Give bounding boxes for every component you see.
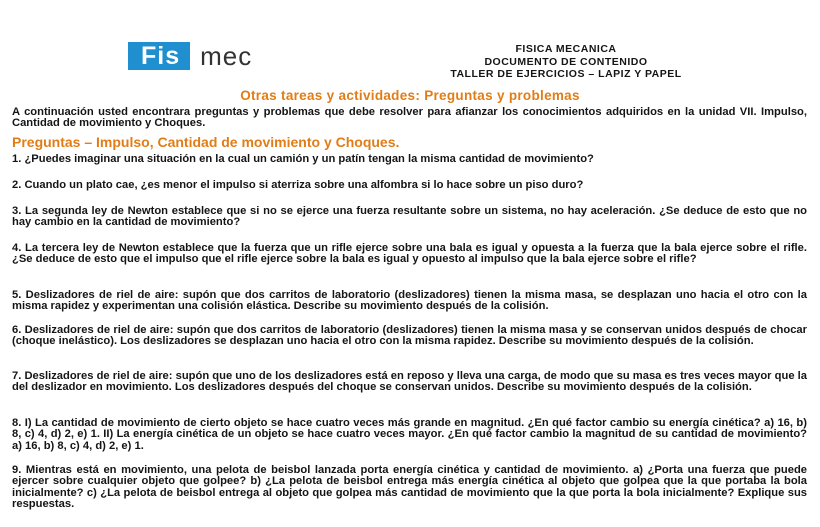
header-line-3: TALLER DE EJERCICIOS – LAPIZ Y PAPEL [450,68,682,80]
section-title: Otras tareas y actividades: Preguntas y problemas [240,88,580,103]
question-5: 5. Deslizadores de riel de aire: supón que dos carritos de laboratorio (deslizadores) tienen la misma masa, se desplazan uno hacia el otro con la misma rapidez y experimentan una colisión elástica. Describe su movimiento después de la colisión. [12,289,807,313]
question-1: 1. ¿Puedes imaginar una situación en la cual un camión y un patín tengan la misma cantidad de movimiento? [12,153,594,165]
question-8: 8. I) La cantidad de movimiento de cierto objeto se hace cuatro veces más grande en magnitud. ¿En qué factor cambio su energía cinética? a) 16, b) 8, c) 4, d) 2, e) 1. II) La energía cinética de un objeto se hace cuatro veces mayor. ¿En qué factor cambio la magnitud de su cantidad de movimiento? a) 16, b) 8, c) 4, d) 2, e) 1. [12,417,807,452]
document-header [380,43,752,81]
header-line-2: DOCUMENTO DE CONTENIDO [484,55,648,68]
question-7: 7. Deslizadores de riel de aire: supón que uno de los deslizadores está en reposo y lleva una carga, de modo que su masa es tres veces mayor que la del deslizador en movimiento. Los deslizadores después del choque se conservan unidos. Describe su movimiento después de la colisión. [12,370,807,394]
fismec-logo [128,42,252,70]
question-3: 3. La segunda ley de Newton establece que si no se ejerce una fuerza resultante sobre un sistema, no hay aceleración. ¿Se deduce de esto que no hay cambio en la cantidad de movimiento? [12,205,807,229]
question-4: 4. La tercera ley de Newton establece que la fuerza que un rifle ejerce sobre una bala es igual y opuesta a la fuerza que la bala ejerce sobre el rifle. ¿Se deduce de esto que el impulso que el rifle ejerce sobre la bala es igual y opuesto al impulso que la bala ejerce sobre el rifle? [12,242,807,266]
question-2: 2. Cuando un plato cae, ¿es menor el impulso si aterriza sobre una alfombra si lo hace sobre un piso duro? [12,179,584,191]
logo-mec-text: mec [200,41,253,71]
header-line-1: FISICA MECANICA [515,43,617,55]
questions-subtitle: Preguntas – Impulso, Cantidad de movimiento y Choques. [12,134,400,150]
question-9: 9. Mientras está en movimiento, una pelota de beisbol lanzada porta energía cinética y cantidad de movimiento. a) ¿Porta una fuerza que puede ejercer sobre cualquier objeto que golpee? b) ¿La pelota de beisbol entrega más energía cinética al objeto que golpea que la que portaba la bola inicialmente? c) ¿La pelota de beisbol entrega al objeto que golpea más cantidad de movimiento que la que porta la bola inicialmente? Explique sus respuestas. [12,464,807,510]
question-6: 6. Deslizadores de riel de aire: supón que dos carritos de laboratorio (deslizadores) tienen la misma masa y se conservan unidos después de chocar (choque inelástico). Los deslizadores se desplazan uno hacia el otro con la misma rapidez. Describe su movimiento después de la colisión. [12,324,807,348]
intro-paragraph: A continuación usted encontrara preguntas y problemas que debe resolver para afianzar los conocimientos adquiridos en la unidad VII. Impulso, Cantidad de movimiento y Choques. [12,106,807,130]
logo-fis-text: Fis [128,42,190,70]
